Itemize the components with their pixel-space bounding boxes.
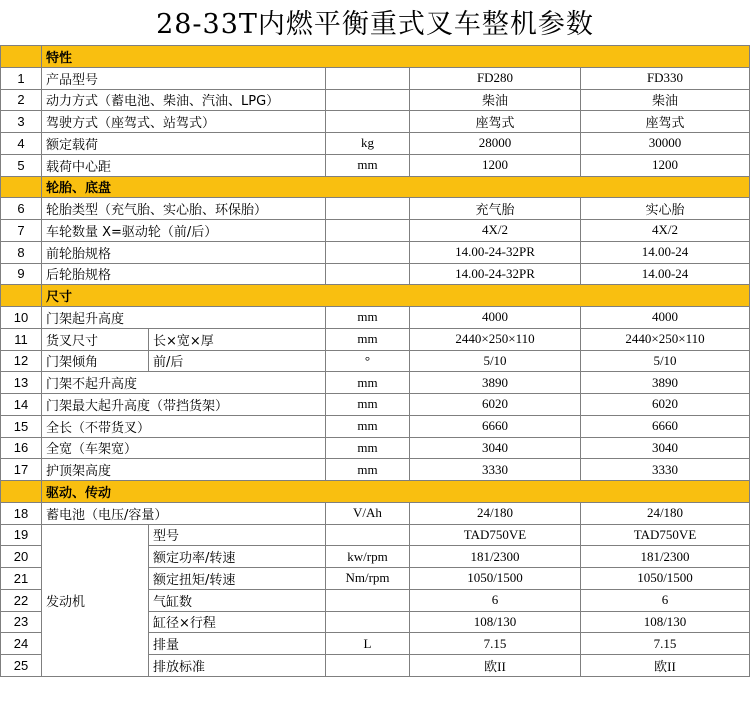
value-fd280: 4000	[410, 307, 581, 329]
param-unit	[326, 263, 410, 285]
value-fd330: 30000	[581, 133, 750, 155]
table-row	[1, 372, 750, 394]
value-fd280: 1050/1500	[410, 568, 581, 590]
table-row	[1, 394, 750, 416]
table-row	[1, 198, 750, 220]
row-number: 5	[1, 154, 42, 176]
param-unit	[326, 655, 410, 677]
param-unit: mm	[326, 415, 410, 437]
value-fd280: 5/10	[410, 350, 581, 372]
param-name: 全宽（车架宽）	[42, 437, 326, 459]
param-subname: 排量	[149, 633, 326, 655]
param-name: 产品型号	[42, 67, 326, 89]
param-unit: mm	[326, 394, 410, 416]
row-number: 3	[1, 111, 42, 133]
value-fd280: FD280	[410, 67, 581, 89]
param-unit: mm	[326, 307, 410, 329]
section-title: 轮胎、底盘	[42, 176, 750, 198]
value-fd280: 108/130	[410, 611, 581, 633]
table-row	[1, 154, 750, 176]
param-name: 门架倾角	[42, 350, 149, 372]
value-fd330: 实心胎	[581, 198, 750, 220]
table-row	[1, 437, 750, 459]
table-row	[1, 89, 750, 111]
param-unit: kw/rpm	[326, 546, 410, 568]
value-fd330: 柴油	[581, 89, 750, 111]
param-name: 额定载荷	[42, 133, 326, 155]
section-title: 尺寸	[42, 285, 750, 307]
param-subname: 排放标准	[149, 655, 326, 677]
value-fd280: TAD750VE	[410, 524, 581, 546]
value-fd280: 3890	[410, 372, 581, 394]
param-subname: 前/后	[149, 350, 326, 372]
value-fd280: 181/2300	[410, 546, 581, 568]
value-fd330: 24/180	[581, 502, 750, 524]
value-fd280: 欧II	[410, 655, 581, 677]
value-fd330: FD330	[581, 67, 750, 89]
row-number: 22	[1, 589, 42, 611]
table-row	[1, 263, 750, 285]
param-unit	[326, 241, 410, 263]
table-row	[1, 415, 750, 437]
param-unit	[326, 67, 410, 89]
value-fd280: 座驾式	[410, 111, 581, 133]
param-unit: mm	[326, 154, 410, 176]
row-number: 16	[1, 437, 42, 459]
value-fd280: 14.00-24-32PR	[410, 263, 581, 285]
table-row	[1, 350, 750, 372]
row-number: 15	[1, 415, 42, 437]
param-name: 后轮胎规格	[42, 263, 326, 285]
value-fd330: 欧II	[581, 655, 750, 677]
table-row	[1, 307, 750, 329]
section-row	[1, 176, 750, 198]
table-row	[1, 328, 750, 350]
section-row	[1, 46, 750, 68]
row-number: 8	[1, 241, 42, 263]
value-fd330: 6020	[581, 394, 750, 416]
row-number: 13	[1, 372, 42, 394]
row-number: 4	[1, 133, 42, 155]
param-name: 全长（不带货叉）	[42, 415, 326, 437]
section-row	[1, 481, 750, 503]
param-unit	[326, 111, 410, 133]
param-unit: kg	[326, 133, 410, 155]
value-fd330: 3040	[581, 437, 750, 459]
value-fd280: 7.15	[410, 633, 581, 655]
value-fd330: 5/10	[581, 350, 750, 372]
value-fd280: 充气胎	[410, 198, 581, 220]
value-fd330: TAD750VE	[581, 524, 750, 546]
section-title: 驱动、传动	[42, 481, 750, 503]
row-number: 23	[1, 611, 42, 633]
param-unit: mm	[326, 459, 410, 481]
param-unit	[326, 220, 410, 242]
row-number: 11	[1, 328, 42, 350]
value-fd280: 28000	[410, 133, 581, 155]
param-subname: 型号	[149, 524, 326, 546]
value-fd330: 4X/2	[581, 220, 750, 242]
param-subname: 气缸数	[149, 589, 326, 611]
param-unit	[326, 589, 410, 611]
value-fd280: 3330	[410, 459, 581, 481]
value-fd330: 14.00-24	[581, 241, 750, 263]
table-row	[1, 67, 750, 89]
param-unit: °	[326, 350, 410, 372]
value-fd280: 2440×250×110	[410, 328, 581, 350]
param-unit: L	[326, 633, 410, 655]
param-unit: Nm/rpm	[326, 568, 410, 590]
value-fd330: 4000	[581, 307, 750, 329]
section-title: 特性	[42, 46, 750, 68]
row-number: 24	[1, 633, 42, 655]
param-unit	[326, 198, 410, 220]
row-number: 9	[1, 263, 42, 285]
row-number: 1	[1, 67, 42, 89]
value-fd280: 6020	[410, 394, 581, 416]
param-unit: mm	[326, 437, 410, 459]
spec-table	[0, 45, 750, 677]
value-fd280: 3040	[410, 437, 581, 459]
row-number: 6	[1, 198, 42, 220]
row-number: 7	[1, 220, 42, 242]
param-subname: 长×宽×厚	[149, 328, 326, 350]
param-name: 车轮数量 X=驱动轮（前/后）	[42, 220, 326, 242]
value-fd330: 1050/1500	[581, 568, 750, 590]
row-number: 20	[1, 546, 42, 568]
param-name: 门架最大起升高度（带挡货架）	[42, 394, 326, 416]
param-unit	[326, 611, 410, 633]
row-number: 21	[1, 568, 42, 590]
table-row	[1, 133, 750, 155]
table-row	[1, 524, 750, 546]
param-unit	[326, 524, 410, 546]
value-fd330: 3890	[581, 372, 750, 394]
row-number: 2	[1, 89, 42, 111]
value-fd330: 108/130	[581, 611, 750, 633]
param-name: 货叉尺寸	[42, 328, 149, 350]
row-number: 18	[1, 502, 42, 524]
param-unit: mm	[326, 372, 410, 394]
value-fd330: 6660	[581, 415, 750, 437]
param-name: 动力方式（蓄电池、柴油、汽油、LPG）	[42, 89, 326, 111]
param-name: 载荷中心距	[42, 154, 326, 176]
value-fd330: 3330	[581, 459, 750, 481]
value-fd280: 6	[410, 589, 581, 611]
value-fd280: 14.00-24-32PR	[410, 241, 581, 263]
table-row	[1, 502, 750, 524]
value-fd330: 14.00-24	[581, 263, 750, 285]
param-name: 蓄电池（电压/容量）	[42, 502, 326, 524]
table-row	[1, 459, 750, 481]
row-number: 10	[1, 307, 42, 329]
table-row	[1, 220, 750, 242]
value-fd330: 座驾式	[581, 111, 750, 133]
engine-group-label: 发动机	[42, 524, 149, 676]
param-unit: V/Ah	[326, 502, 410, 524]
param-unit	[326, 89, 410, 111]
param-name: 轮胎类型（充气胎、实心胎、环保胎）	[42, 198, 326, 220]
param-subname: 额定扭矩/转速	[149, 568, 326, 590]
value-fd280: 柴油	[410, 89, 581, 111]
page-title: 28-33T内燃平衡重式叉车整机参数	[156, 9, 594, 40]
param-name: 护顶架高度	[42, 459, 326, 481]
param-name: 驾驶方式（座驾式、站驾式）	[42, 111, 326, 133]
param-subname: 额定功率/转速	[149, 546, 326, 568]
param-name: 前轮胎规格	[42, 241, 326, 263]
param-name: 门架不起升高度	[42, 372, 326, 394]
row-number: 19	[1, 524, 42, 546]
param-name: 门架起升高度	[42, 307, 326, 329]
param-subname: 缸径×行程	[149, 611, 326, 633]
value-fd280: 1200	[410, 154, 581, 176]
value-fd330: 1200	[581, 154, 750, 176]
value-fd330: 6	[581, 589, 750, 611]
row-number: 25	[1, 655, 42, 677]
row-number: 14	[1, 394, 42, 416]
value-fd330: 181/2300	[581, 546, 750, 568]
value-fd330: 2440×250×110	[581, 328, 750, 350]
value-fd280: 6660	[410, 415, 581, 437]
value-fd280: 24/180	[410, 502, 581, 524]
value-fd330: 7.15	[581, 633, 750, 655]
value-fd280: 4X/2	[410, 220, 581, 242]
table-row	[1, 111, 750, 133]
row-number: 17	[1, 459, 42, 481]
param-unit: mm	[326, 328, 410, 350]
row-number: 12	[1, 350, 42, 372]
table-row	[1, 241, 750, 263]
section-row	[1, 285, 750, 307]
